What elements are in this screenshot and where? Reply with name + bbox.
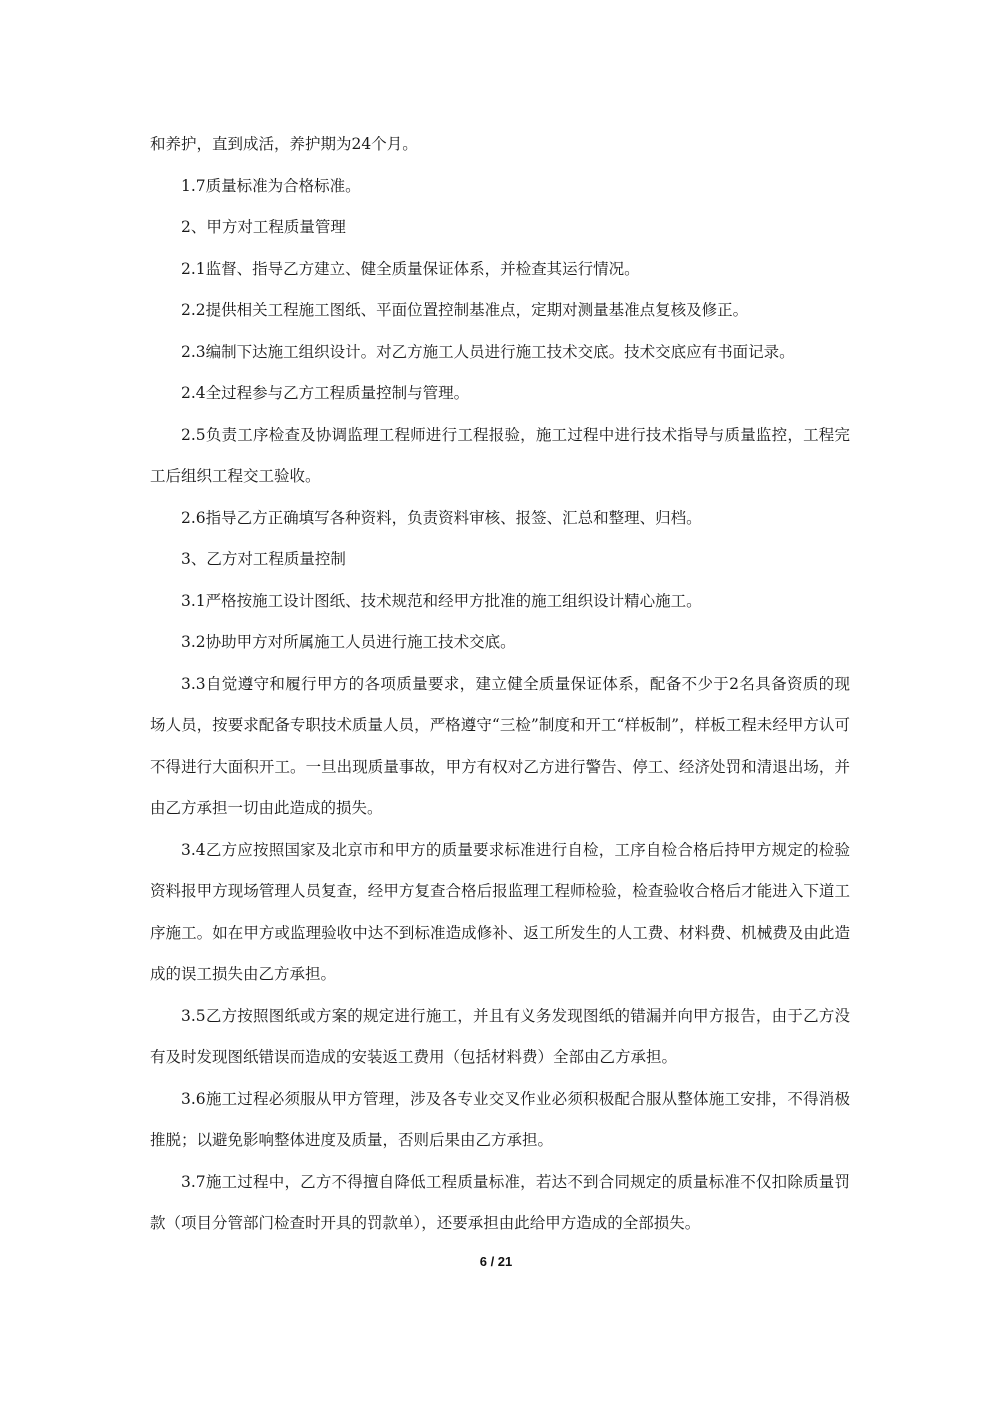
paragraph-6: 2.3编制下达施工组织设计。对乙方施工人员进行施工技术交底。技术交底应有书面记录。 <box>181 342 795 361</box>
paragraph-11: 3.1严格按施工设计图纸、技术规范和经甲方批准的施工组织设计精心施工。 <box>181 591 702 610</box>
paragraph-8: 2.5负责工序检查及协调监理工程师进行工程报验，施工过程中进行技术指导与质量监控，工程完工后组织工程交工验收。 <box>150 425 850 485</box>
document-body <box>150 124 850 1245</box>
paragraph-17: 3.7施工过程中，乙方不得擅自降低工程质量标准，若达不到合同规定的质量标准不仅扣除质量罚款（项目分管部门检查时开具的罚款单），还要承担由此给甲方造成的全部损失。 <box>150 1172 850 1232</box>
paragraph-9: 2.6指导乙方正确填写各种资料，负责资料审核、报签、汇总和整理、归档。 <box>181 508 702 527</box>
paragraph-15: 3.5乙方按照图纸或方案的规定进行施工，并且有义务发现图纸的错漏并向甲方报告，由于乙方没有及时发现图纸错误而造成的安装返工费用（包括材料费）全部由乙方承担。 <box>150 1006 850 1066</box>
paragraph-5: 2.2提供相关工程施工图纸、平面位置控制基准点，定期对测量基准点复核及修正。 <box>181 301 749 319</box>
paragraph-4: 2.1监督、指导乙方建立、健全质量保证体系，并检查其运行情况。 <box>181 259 640 278</box>
paragraph-14: 3.4乙方应按照国家及北京市和甲方的质量要求标准进行自检，工序自检合格后持甲方规定的检验资料报甲方现场管理人员复查，经甲方复查合格后报监理工程师检验，检查验收合格后才能进入下道工序施工。如在甲方或监理验收中达不到标准造成修补、返工所发生的人工费、材料费、机械费及由此造成的误工损失由乙方承担。 <box>150 840 850 983</box>
paragraph-16: 3.6施工过程必须服从甲方管理，涉及各专业交叉作业必须积极配合服从整体施工安排，不得消极推脱；以避免影响整体进度及质量，否则后果由乙方承担。 <box>150 1089 850 1149</box>
page-number: 6 / 21 <box>479 1254 513 1269</box>
section-heading-2: 2、甲方对工程质量管理 <box>181 218 346 236</box>
paragraph-1: 和养护，直到成活，养护期为24个月。 <box>150 135 418 153</box>
section-heading-3: 3、乙方对工程质量控制 <box>181 550 346 568</box>
paragraph-7: 2.4全过程参与乙方工程质量控制与管理。 <box>181 384 470 402</box>
paragraph-12: 3.2协助甲方对所属施工人员进行施工技术交底。 <box>181 633 516 651</box>
paragraph-2: 1.7质量标准为合格标准。 <box>181 176 361 195</box>
paragraph-13: 3.3自觉遵守和履行甲方的各项质量要求，建立健全质量保证体系，配备不少于2名具备资质的现场人员，按要求配备专职技术质量人员，严格遵守“三检”制度和开工“样板制”，样板工程未经甲方认可不得进行大面积开工。一旦出现质量事故，甲方有权对乙方进行警告、停工、经济处罚和清退出场，并由乙方承担一切由此造成的损失。 <box>150 674 850 817</box>
